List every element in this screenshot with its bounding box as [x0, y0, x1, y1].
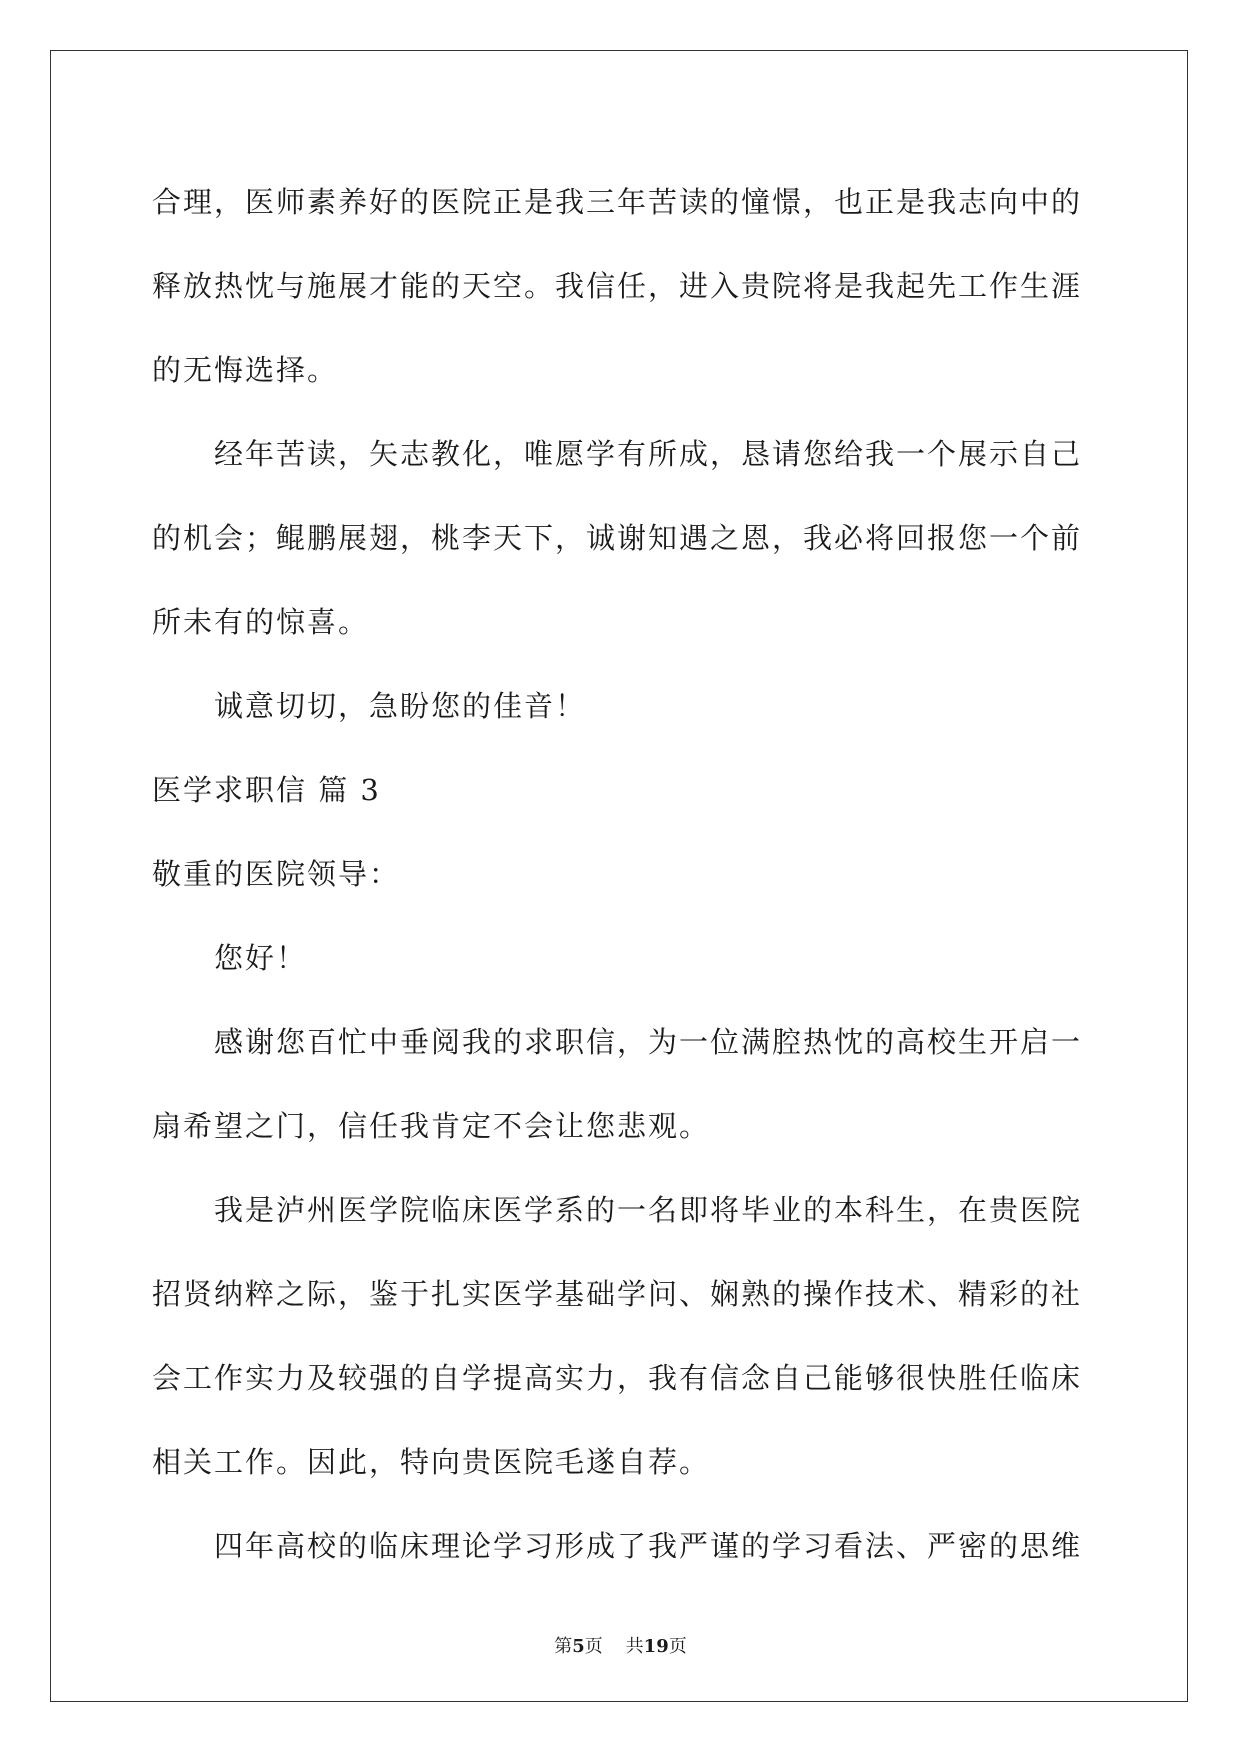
text-line: 的无悔选择。	[152, 353, 339, 387]
page-number: 5	[572, 1636, 585, 1657]
text-line: 我是泸州医学院临床医学系的一名即将毕业的本科生，在贵医院	[214, 1193, 1083, 1227]
text-line: 扇希望之门，信任我肯定不会让您悲观。	[152, 1109, 711, 1143]
text-line: 的机会；鲲鹏展翅，桃李天下，诚谢知遇之恩，我必将回报您一个前	[152, 521, 1083, 555]
text-line: 释放热忱与施展才能的天空。我信任，进入贵院将是我起先工作生涯	[152, 269, 1083, 303]
greeting: 您好！	[214, 941, 308, 975]
footer-total-suffix: 页	[668, 1636, 687, 1657]
closing-line: 诚意切切，急盼您的佳音！	[214, 689, 587, 723]
footer-prefix: 第	[554, 1636, 573, 1657]
section-heading: 医学求职信 篇 3	[152, 773, 381, 807]
text-line: 合理，医师素养好的医院正是我三年苦读的憧憬，也正是我志向中的	[152, 185, 1083, 219]
text-line: 招贤纳粹之际，鉴于扎实医学基础学问、娴熟的操作技术、精彩的社	[152, 1277, 1083, 1311]
total-pages: 19	[643, 1636, 669, 1657]
text-line: 会工作实力及较强的自学提高实力，我有信念自己能够很快胜任临床	[152, 1361, 1083, 1395]
text-line: 相关工作。因此，特向贵医院毛遂自荐。	[152, 1445, 711, 1479]
salutation: 敬重的医院领导：	[152, 857, 401, 891]
text-line: 感谢您百忙中垂阅我的求职信，为一位满腔热忱的高校生开启一	[214, 1025, 1083, 1059]
footer-page-suffix: 页	[584, 1636, 603, 1657]
text-line: 经年苦读，矢志教化，唯愿学有所成，恳请您给我一个展示自己	[214, 437, 1083, 471]
footer-total-prefix: 共	[625, 1636, 644, 1657]
page-footer	[0, 1632, 1241, 1658]
document-body	[152, 160, 1088, 1588]
text-line: 四年高校的临床理论学习形成了我严谨的学习看法、严密的思维	[214, 1529, 1083, 1563]
text-line: 所未有的惊喜。	[152, 605, 370, 639]
